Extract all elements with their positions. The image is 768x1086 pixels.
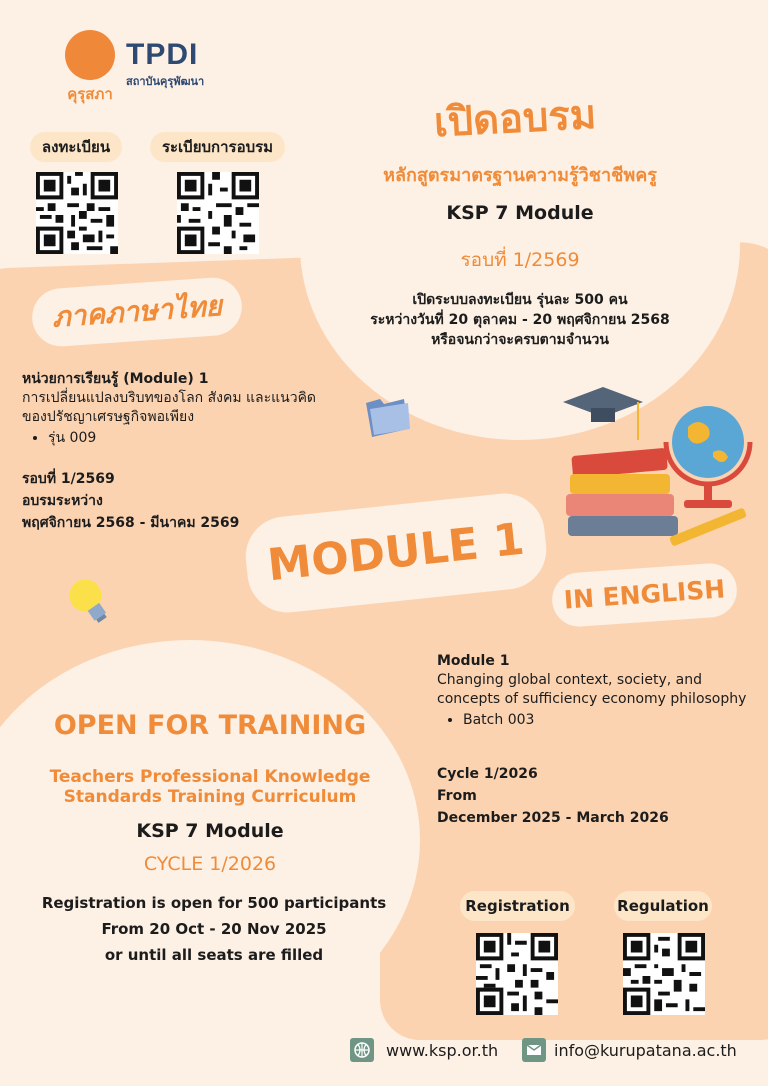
registration-line2-en: From 20 Oct - 20 Nov 2025 — [101, 920, 327, 938]
registration-qr-code-en[interactable] — [476, 933, 558, 1015]
schedule-dates-en: December 2025 - March 2026 — [437, 810, 669, 826]
schedule-label-th: อบรมระหว่าง — [22, 493, 103, 509]
register-qr-code-th[interactable] — [36, 172, 118, 254]
open-training-title-th: เปิดอบรม — [432, 91, 598, 147]
tpdi-logo-mark: TPDI — [126, 38, 199, 71]
module-details-th — [22, 370, 322, 448]
thai-language-label: ภาคภาษาไทย — [50, 289, 224, 334]
khurusapha-logo-text: คุรุสภา — [67, 85, 113, 103]
register-label-th: ลงทะเบียน — [30, 132, 122, 162]
round-th: รอบที่ 1/2569 — [460, 249, 580, 271]
tpdi-logo-subtitle: สถาบันคุรุพัฒนา — [126, 75, 205, 88]
module-banner-title: MODULE 1 — [265, 513, 527, 592]
registration-line1-th: เปิดระบบลงทะเบียน รุ่นละ 500 คน — [412, 292, 628, 308]
curriculum-line1-en: Teachers Professional Knowledge — [49, 767, 371, 787]
lightbulb-icon — [60, 572, 120, 632]
english-language-label: IN ENGLISH — [562, 574, 727, 615]
batch-item-th: • รุ่น 009 — [48, 429, 322, 448]
batch-list-en — [437, 711, 757, 730]
khurusapha-logo — [60, 30, 120, 106]
email-contact[interactable] — [522, 1038, 737, 1062]
regulation-qr-code-th[interactable] — [177, 172, 259, 254]
globe-icon — [350, 1038, 374, 1062]
website-contact[interactable] — [350, 1038, 498, 1062]
open-training-title-en: OPEN FOR TRAINING — [53, 710, 367, 741]
module-desc-th: การเปลี่ยนแปลงบริบทของโลก สังคม และแนวคิดของปรัชญาเศรษฐกิจพอเพียง — [22, 390, 317, 425]
curriculum-title-th: หลักสูตรมาตรฐานความรู้วิชาชีพครู — [383, 165, 657, 186]
website-url[interactable]: www.ksp.or.th — [386, 1040, 499, 1060]
regulation-label-th: ระเบียบการอบรม — [150, 132, 285, 162]
khurusapha-emblem-icon — [65, 30, 115, 80]
module-details-en — [437, 652, 757, 730]
bottom-band — [380, 840, 768, 1040]
batch-list-th — [22, 429, 322, 448]
registration-line3-th: หรือจนกว่าจะครบตามจำนวน — [431, 332, 609, 348]
curriculum-line2-en: Standards Training Curriculum — [63, 787, 357, 807]
registration-line2-th: ระหว่างวันที่ 20 ตุลาคม - 20 พฤศจิกายน 2568 — [370, 312, 670, 328]
registration-line3-en: or until all seats are filled — [104, 946, 324, 964]
registration-info-th — [330, 290, 710, 350]
module-heading-th: หน่วยการเรียนรู้ (Module) 1 — [22, 371, 209, 387]
registration-info-en — [4, 890, 424, 968]
curriculum-title-en — [10, 767, 410, 807]
schedule-cycle-en: Cycle 1/2026 — [437, 766, 538, 782]
email-address[interactable]: info@kurupatana.ac.th — [554, 1040, 737, 1060]
schedule-label-en: From — [437, 788, 477, 804]
regulation-label-en: Regulation — [614, 891, 712, 921]
mail-icon — [522, 1038, 546, 1062]
registration-label-en: Registration — [460, 891, 575, 921]
schedule-round-th: รอบที่ 1/2569 — [22, 471, 115, 487]
module-name-th: KSP 7 Module — [446, 202, 594, 224]
tpdi-logo — [126, 38, 204, 90]
schedule-dates-th: พฤศจิกายน 2568 - มีนาคม 2569 — [22, 515, 240, 531]
registration-line1-en: Registration is open for 500 participants — [41, 894, 387, 912]
books-globe-illustration — [558, 382, 758, 562]
cycle-en: CYCLE 1/2026 — [143, 853, 277, 875]
batch-item-en: • Batch 003 — [463, 711, 757, 730]
regulation-qr-code-en[interactable] — [623, 933, 705, 1015]
folder-icon — [362, 395, 412, 439]
module-name-en: KSP 7 Module — [136, 820, 284, 842]
module-heading-en: Module 1 — [437, 653, 510, 669]
module-desc-en: Changing global context, society, and concepts of sufficiency economy philosophy — [437, 672, 747, 707]
schedule-en — [437, 763, 757, 829]
